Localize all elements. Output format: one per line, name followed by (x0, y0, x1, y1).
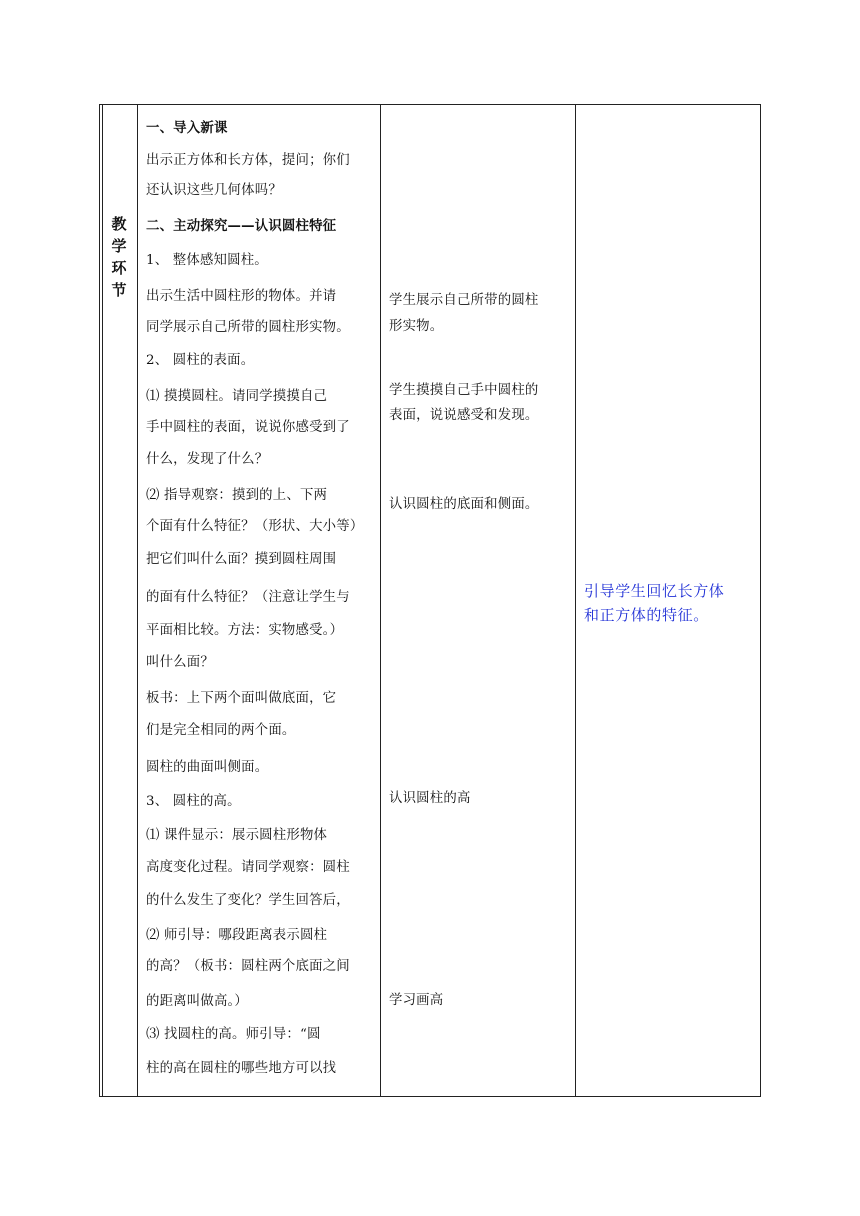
teacher-line: 高度变化过程。请同学观察：圆柱 (146, 860, 350, 875)
section-label-char: 教 (111, 215, 127, 233)
student-line: 形实物。 (389, 319, 444, 334)
teacher-line: 圆柱的曲面叫侧面。 (146, 760, 269, 775)
student-line: 学生摸摸自己手中圆柱的 (389, 383, 539, 398)
teacher-line: 还认识这些几何体吗？ (146, 183, 282, 198)
teacher-line: 的高？（板书：圆柱两个底面之间 (146, 959, 350, 974)
section-label-char: 学 (111, 237, 127, 255)
teacher-line: 的什么发生了变化？学生回答后， (146, 893, 350, 908)
student-line: 认识圆柱的高 (389, 791, 471, 806)
teacher-line: 的面有什么特征？（注意让学生与 (146, 590, 350, 605)
student-activity-cell (381, 105, 575, 1096)
section-label-char: 节 (111, 281, 127, 299)
teacher-line: ⑵ 师引导：哪段距离表示圆柱 (146, 928, 328, 943)
teacher-line: 叫什么面？ (146, 655, 214, 670)
teacher-line: 出示生活中圆柱形的物体。并请 (146, 289, 337, 304)
section-label-char: 环 (111, 259, 127, 277)
teacher-line: ⑵ 指导观察：摸到的上、下两 (146, 488, 328, 503)
intent-line: 和正方体的特征。 (584, 606, 709, 624)
section-label-cell (100, 105, 138, 1096)
teacher-line: ⑴ 摸摸圆柱。请同学摸摸自己 (146, 389, 328, 404)
teacher-line: 3、 圆柱的高。 (146, 794, 241, 809)
section-heading: 一、导入新课 (146, 121, 228, 136)
teacher-line: 1、 整体感知圆柱。 (146, 253, 268, 268)
lesson-table (99, 104, 761, 1097)
section-heading: 二、主动探究——认识圆柱特征 (146, 219, 337, 234)
teacher-line: ⑶ 找圆柱的高。师引导：“圆 (146, 1027, 321, 1042)
student-line: 表面，说说感受和发现。 (389, 408, 539, 423)
teacher-line: 板书：上下两个面叫做底面，它 (146, 691, 337, 706)
section-label (100, 213, 138, 301)
teacher-activity-cell (138, 105, 380, 1096)
teacher-line: 2、 圆柱的表面。 (146, 353, 255, 368)
teacher-line: 们是完全相同的两个面。 (146, 723, 296, 738)
intent-line: 引导学生回忆长方体 (584, 582, 725, 600)
teacher-line: 同学展示自己所带的圆柱形实物。 (146, 320, 350, 335)
teacher-line: 把它们叫什么面？摸到圆柱周围 (146, 552, 337, 567)
teacher-line: 出示正方体和长方体，提问；你们 (146, 153, 350, 168)
teacher-line: 什么，发现了什么？ (146, 452, 269, 467)
student-line: 学生展示自己所带的圆柱 (389, 293, 539, 308)
student-line: 学习画高 (389, 993, 444, 1008)
teacher-line: 个面有什么特征？（形状、大小等） (146, 519, 364, 534)
teacher-line: 柱的高在圆柱的哪些地方可以找 (146, 1061, 337, 1076)
teacher-line: 平面相比较。方法：实物感受。） (146, 623, 344, 638)
teacher-line: 手中圆柱的表面，说说你感受到了 (146, 420, 350, 435)
student-line: 认识圆柱的底面和侧面。 (389, 497, 539, 512)
teacher-line: ⑴ 课件显示：展示圆柱形物体 (146, 828, 328, 843)
teacher-line: 的距离叫做高。） (146, 994, 249, 1009)
design-intent-cell (576, 105, 762, 1096)
